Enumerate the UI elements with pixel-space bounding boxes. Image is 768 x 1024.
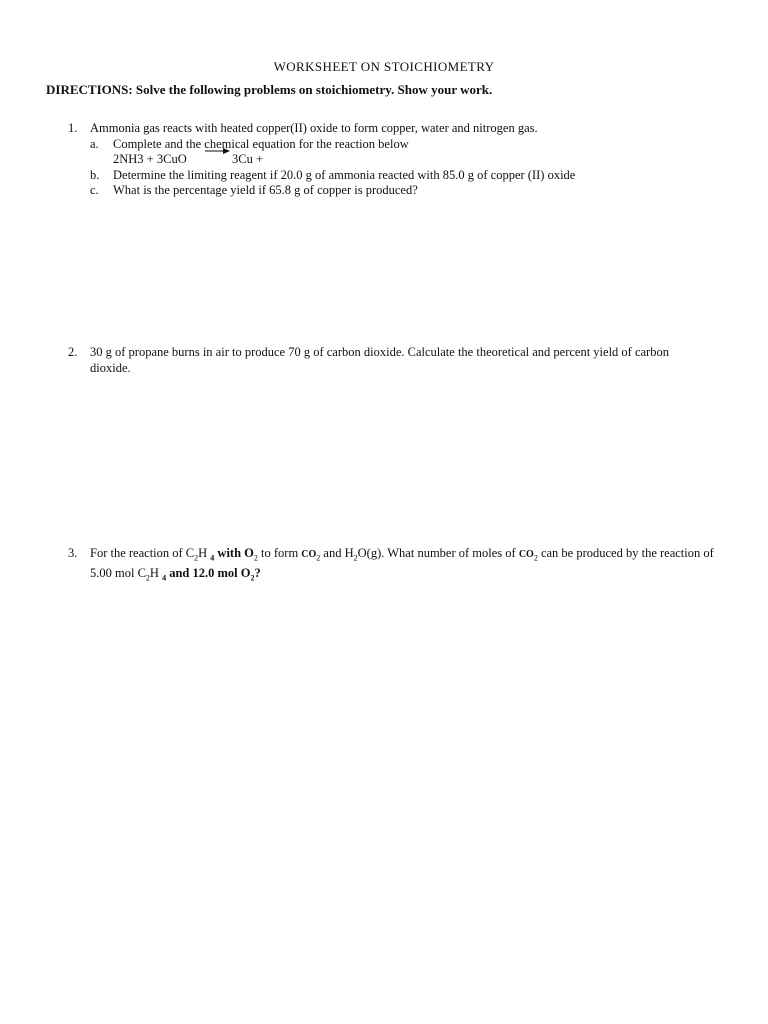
question-1a	[68, 137, 738, 153]
question-1c-text: What is the percentage yield if 65.8 g of copper is produced?	[113, 183, 418, 197]
question-1-number: 1.	[68, 121, 78, 135]
question-1b-text: Determine the limiting reagent if 20.0 g of ammonia reacted with 85.0 g of copper (II) oxide	[113, 167, 576, 182]
q3-text-part: with O	[214, 546, 254, 560]
question-1a-label: a.	[90, 136, 99, 151]
question-1c	[68, 183, 738, 199]
question-3-text	[90, 546, 730, 586]
subscript: 2	[253, 553, 258, 563]
equation-reactants: 2NH3 + 3CuO	[113, 152, 187, 166]
reaction-arrow-icon	[204, 144, 230, 158]
question-1-text: Ammonia gas reacts with heated copper(II) oxide to form copper, water and nitrogen gas.	[90, 121, 538, 135]
subscript: 2	[353, 553, 358, 563]
subscript: 2	[316, 553, 321, 563]
q3-text-part: and 12.0 mol O	[166, 566, 251, 580]
equation-products: 3Cu +	[232, 152, 264, 166]
subscript: 2	[194, 553, 199, 563]
question-2-number: 2.	[68, 345, 78, 359]
question-2	[68, 345, 738, 376]
q3-text-part: H	[149, 566, 163, 580]
q3-text-part: can be produced by the reaction of 5.00 mol C	[90, 546, 714, 580]
chemical-equation	[68, 152, 738, 168]
question-1c-label: c.	[90, 183, 99, 197]
q3-text-part: CO	[301, 549, 317, 560]
subscript: 2	[145, 573, 150, 583]
subscript: 4	[210, 553, 215, 563]
q3-text-part: CO	[518, 549, 534, 560]
question-1	[68, 121, 738, 199]
subscript: 2	[533, 553, 538, 563]
q3-text-part: ?	[254, 566, 261, 580]
worksheet-title: WORKSHEET ON STOICHIOMETRY	[273, 59, 495, 74]
q3-text-part: O(g). What number of moles of	[357, 546, 519, 560]
question-1a-text: Complete and the chemical equation for the reaction below	[113, 136, 409, 151]
question-1b	[68, 168, 738, 184]
q3-text-part: For the reaction of C	[90, 546, 195, 560]
subscript: 2	[250, 573, 255, 583]
question-1b-label: b.	[90, 167, 100, 182]
question-3	[68, 546, 738, 586]
directions-text: DIRECTIONS: Solve the following problems on stoichiometry. Show your work.	[46, 82, 493, 97]
q3-text-part: H	[198, 546, 211, 560]
subscript: 4	[162, 573, 167, 583]
question-2-text: 30 g of propane burns in air to produce 70 g of carbon dioxide. Calculate the theoretical and percent yield of carbon dioxide.	[90, 345, 669, 375]
q3-text-part: to form	[257, 546, 302, 560]
q3-text-part: and H	[320, 546, 354, 560]
question-3-number: 3.	[68, 546, 78, 560]
